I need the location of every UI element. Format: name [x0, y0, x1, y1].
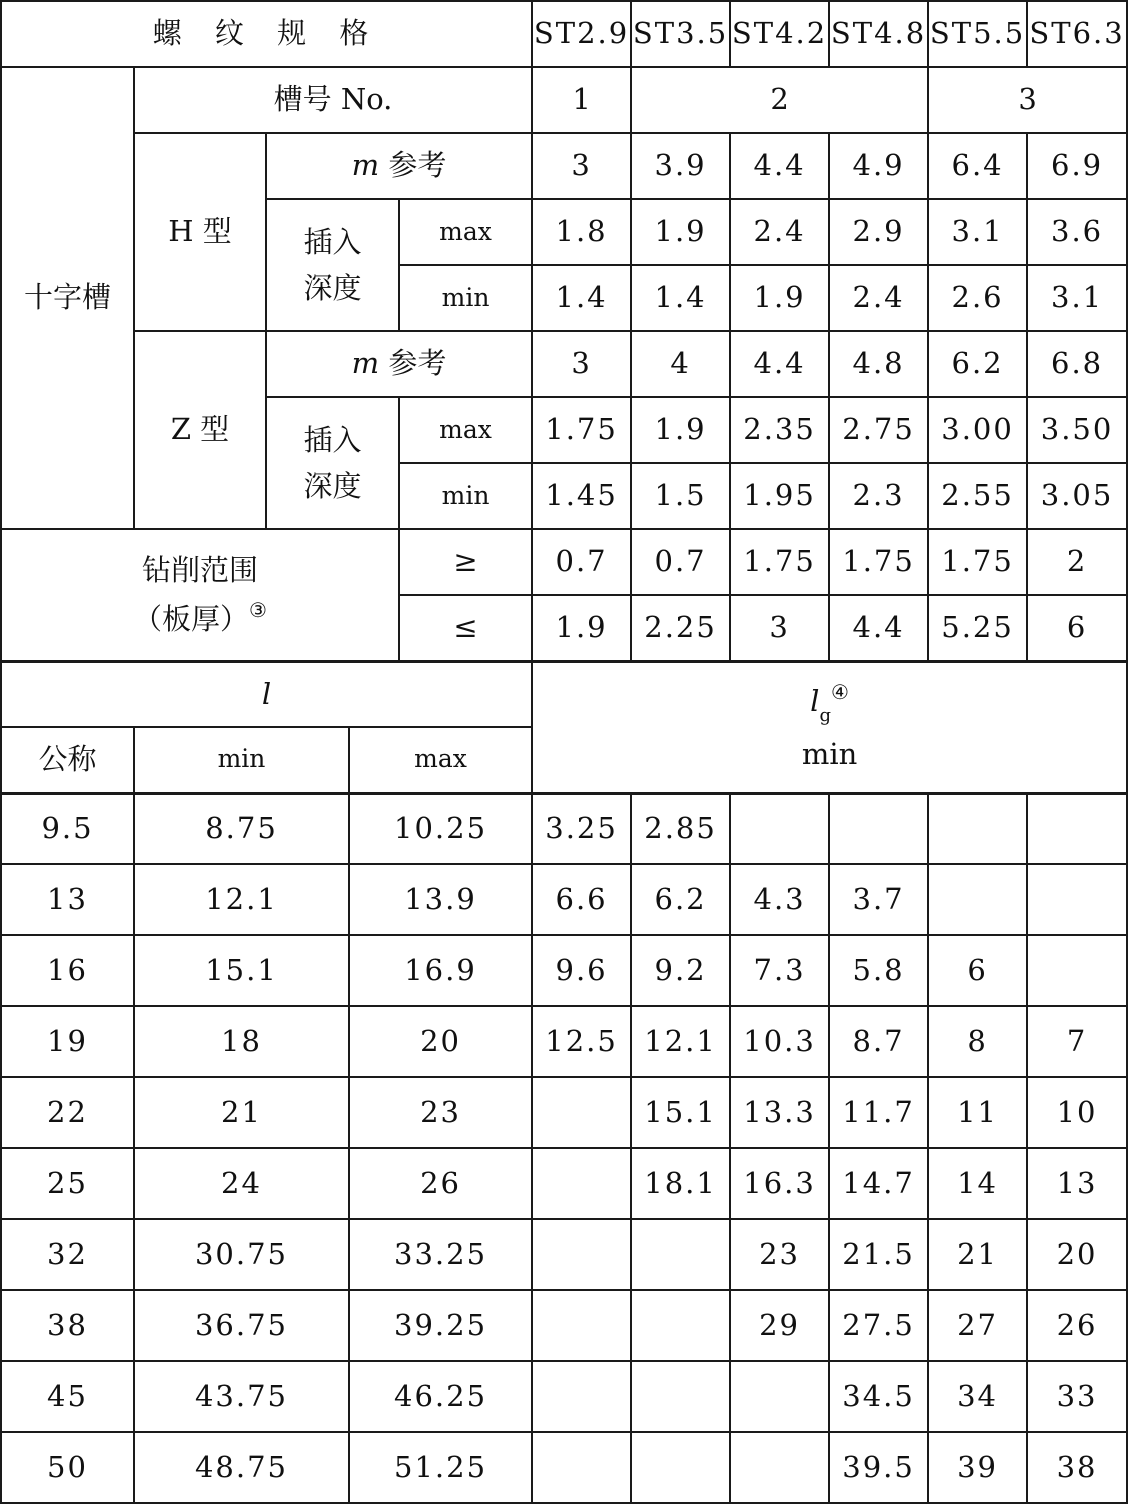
l-max-label: max [349, 727, 532, 793]
l-min: 21 [134, 1077, 349, 1148]
lg-value [532, 1077, 631, 1148]
h-min-value: 3.1 [1027, 265, 1127, 331]
lg-value: 26 [1027, 1290, 1127, 1361]
lg-value [631, 1432, 730, 1503]
slot-no-value: 2 [631, 67, 928, 133]
lg-value [730, 1432, 829, 1503]
h-type-label: H 型 [134, 133, 266, 331]
ref-label: 参考 [388, 346, 447, 381]
table-row [1, 1077, 1127, 1148]
lg-value: 14.7 [829, 1148, 928, 1219]
h-max-value: 3.1 [928, 199, 1027, 265]
footnote-4-mark: ④ [830, 680, 849, 705]
lg-value: 3.7 [829, 864, 928, 935]
lg-value [928, 793, 1027, 864]
spec-header: ST4.8 [829, 1, 928, 67]
z-min-value: 1.95 [730, 463, 829, 529]
lg-value: 39 [928, 1432, 1027, 1503]
lg-value: 12.5 [532, 1006, 631, 1077]
lg-value [631, 1219, 730, 1290]
ge-value: 1.75 [829, 529, 928, 595]
z-m-ref-value: 6.8 [1027, 331, 1127, 397]
z-max-value: 2.35 [730, 397, 829, 463]
lg-value [1027, 793, 1127, 864]
header-row [1, 1, 1127, 67]
l-min: 8.75 [134, 793, 349, 864]
ge-value: 1.75 [730, 529, 829, 595]
l-min: 15.1 [134, 935, 349, 1006]
l-nominal: 38 [1, 1290, 134, 1361]
table-row [1, 1219, 1127, 1290]
depth-label-2: 深度 [303, 469, 362, 503]
lg-value: 11 [928, 1077, 1027, 1148]
lg-value: 6.2 [631, 864, 730, 935]
lg-value: 9.6 [532, 935, 631, 1006]
h-max-value: 1.8 [532, 199, 631, 265]
h-m-ref-value: 4.9 [829, 133, 928, 199]
le-value: 6 [1027, 595, 1127, 661]
l-nominal: 16 [1, 935, 134, 1006]
table-row [1, 793, 1127, 864]
ge-value: 0.7 [532, 529, 631, 595]
ge-value: 1.75 [928, 529, 1027, 595]
lg-value: 12.1 [631, 1006, 730, 1077]
lg-value [532, 1361, 631, 1432]
h-m-ref-value: 6.9 [1027, 133, 1127, 199]
table-row [1, 1006, 1127, 1077]
z-m-ref-value: 4.8 [829, 331, 928, 397]
l-max: 10.25 [349, 793, 532, 864]
z-max-value: 3.50 [1027, 397, 1127, 463]
h-min-label: min [399, 265, 532, 331]
thread-spec-label: 螺 纹 规 格 [1, 1, 532, 67]
depth-label-1: 插入 [303, 422, 362, 457]
l-min: 12.1 [134, 864, 349, 935]
le-value: 5.25 [928, 595, 1027, 661]
footnote-3-mark: ③ [249, 597, 267, 622]
l-nominal: 25 [1, 1148, 134, 1219]
l-max: 16.9 [349, 935, 532, 1006]
lg-value: 20 [1027, 1219, 1127, 1290]
lg-value: 6.6 [532, 864, 631, 935]
lg-value [730, 1361, 829, 1432]
le-value: 2.25 [631, 595, 730, 661]
lg-value: 10.3 [730, 1006, 829, 1077]
length-header-row [1, 661, 1127, 727]
h-type-m-ref-row [1, 133, 1127, 199]
z-max-value: 2.75 [829, 397, 928, 463]
spec-header: ST2.9 [532, 1, 631, 67]
lg-value: 27.5 [829, 1290, 928, 1361]
lg-value: 11.7 [829, 1077, 928, 1148]
h-min-value: 1.4 [532, 265, 631, 331]
lg-value: 8 [928, 1006, 1027, 1077]
lg-value: 21 [928, 1219, 1027, 1290]
spec-header: ST6.3 [1027, 1, 1127, 67]
lg-header [532, 661, 1127, 793]
h-depth-label [266, 199, 399, 331]
l-min-label: min [134, 727, 349, 793]
le-label: ≤ [399, 595, 532, 661]
spec-header: ST5.5 [928, 1, 1027, 67]
lg-value: 6 [928, 935, 1027, 1006]
ge-label: ≥ [399, 529, 532, 595]
lg-value: 13.3 [730, 1077, 829, 1148]
h-m-ref-value: 4.4 [730, 133, 829, 199]
slot-no-row [1, 67, 1127, 133]
z-m-ref-value: 6.2 [928, 331, 1027, 397]
lg-symbol: l [810, 684, 820, 719]
lg-value: 27 [928, 1290, 1027, 1361]
h-max-value: 2.4 [730, 199, 829, 265]
l-max: 33.25 [349, 1219, 532, 1290]
lg-value: 5.8 [829, 935, 928, 1006]
ge-value: 2 [1027, 529, 1127, 595]
lg-value: 3.25 [532, 793, 631, 864]
lg-value: 34 [928, 1361, 1027, 1432]
z-m-ref-value: 4.4 [730, 331, 829, 397]
z-max-value: 1.9 [631, 397, 730, 463]
l-nominal: 50 [1, 1432, 134, 1503]
z-max-value: 1.75 [532, 397, 631, 463]
lg-value [532, 1290, 631, 1361]
l-max: 51.25 [349, 1432, 532, 1503]
lg-value: 23 [730, 1219, 829, 1290]
lg-value [1027, 935, 1127, 1006]
slot-no-label: 槽号 No. [134, 67, 532, 133]
lg-value: 15.1 [631, 1077, 730, 1148]
lg-min-label: min [801, 737, 858, 772]
drilling-range-label-1: 钻削范围 [141, 553, 258, 588]
lg-value: 9.2 [631, 935, 730, 1006]
lg-value [532, 1432, 631, 1503]
nominal-label: 公称 [1, 727, 134, 793]
lg-value: 13 [1027, 1148, 1127, 1219]
l-max: 26 [349, 1148, 532, 1219]
h-max-value: 3.6 [1027, 199, 1127, 265]
l-max: 13.9 [349, 864, 532, 935]
ref-label: 参考 [388, 148, 447, 183]
lg-value [1027, 864, 1127, 935]
l-nominal: 19 [1, 1006, 134, 1077]
h-max-value: 2.9 [829, 199, 928, 265]
lg-subscript: g [819, 705, 831, 727]
lg-value: 10 [1027, 1077, 1127, 1148]
z-min-value: 2.3 [829, 463, 928, 529]
lg-value: 39.5 [829, 1432, 928, 1503]
h-m-ref-value: 6.4 [928, 133, 1027, 199]
l-max: 39.25 [349, 1290, 532, 1361]
cross-slot-label: 十字槽 [1, 67, 134, 529]
slot-no-value: 3 [928, 67, 1127, 133]
drilling-range-label-2: （板厚） [133, 601, 250, 636]
z-max-value: 3.00 [928, 397, 1027, 463]
lg-value: 7.3 [730, 935, 829, 1006]
table-row [1, 1432, 1127, 1503]
h-min-value: 2.4 [829, 265, 928, 331]
l-nominal: 9.5 [1, 793, 134, 864]
l-min: 24 [134, 1148, 349, 1219]
h-m-ref-value: 3.9 [631, 133, 730, 199]
le-value: 4.4 [829, 595, 928, 661]
lg-value: 2.85 [631, 793, 730, 864]
drilling-range-ge-row [1, 529, 1127, 595]
z-type-m-ref-row [1, 331, 1127, 397]
lg-value: 8.7 [829, 1006, 928, 1077]
z-min-value: 1.45 [532, 463, 631, 529]
z-m-ref-value: 3 [532, 331, 631, 397]
lg-value [631, 1361, 730, 1432]
lg-value: 34.5 [829, 1361, 928, 1432]
le-value: 3 [730, 595, 829, 661]
l-min: 36.75 [134, 1290, 349, 1361]
l-max: 46.25 [349, 1361, 532, 1432]
lg-value [829, 793, 928, 864]
lg-value: 7 [1027, 1006, 1127, 1077]
lg-value: 33 [1027, 1361, 1127, 1432]
z-min-value: 2.55 [928, 463, 1027, 529]
l-nominal: 22 [1, 1077, 134, 1148]
lg-value [532, 1148, 631, 1219]
lg-value [928, 864, 1027, 935]
depth-label-2: 深度 [303, 271, 362, 305]
l-min: 30.75 [134, 1219, 349, 1290]
lg-value [631, 1290, 730, 1361]
z-m-ref-value: 4 [631, 331, 730, 397]
z-min-value: 1.5 [631, 463, 730, 529]
lg-value: 21.5 [829, 1219, 928, 1290]
l-max: 23 [349, 1077, 532, 1148]
table-row [1, 935, 1127, 1006]
table-row [1, 1361, 1127, 1432]
h-m-ref-value: 3 [532, 133, 631, 199]
table-row [1, 864, 1127, 935]
l-nominal: 13 [1, 864, 134, 935]
lg-value [730, 793, 829, 864]
l-symbol: l [1, 661, 532, 727]
h-min-value: 1.9 [730, 265, 829, 331]
lg-value: 29 [730, 1290, 829, 1361]
h-min-value: 1.4 [631, 265, 730, 331]
l-max: 20 [349, 1006, 532, 1077]
z-type-m-ref-label [266, 331, 532, 397]
lg-value [532, 1219, 631, 1290]
spec-header: ST3.5 [631, 1, 730, 67]
l-min: 43.75 [134, 1361, 349, 1432]
l-nominal: 45 [1, 1361, 134, 1432]
l-min: 18 [134, 1006, 349, 1077]
spec-header: ST4.2 [730, 1, 829, 67]
h-min-value: 2.6 [928, 265, 1027, 331]
m-symbol: m [351, 148, 380, 183]
l-min: 48.75 [134, 1432, 349, 1503]
table-row [1, 1290, 1127, 1361]
z-type-label: Z 型 [134, 331, 266, 529]
lg-value: 38 [1027, 1432, 1127, 1503]
h-max-value: 1.9 [631, 199, 730, 265]
lg-value: 16.3 [730, 1148, 829, 1219]
depth-label-1: 插入 [303, 224, 362, 259]
slot-no-value: 1 [532, 67, 631, 133]
h-max-label: max [399, 199, 532, 265]
z-min-value: 3.05 [1027, 463, 1127, 529]
h-type-m-ref-label [266, 133, 532, 199]
l-nominal: 32 [1, 1219, 134, 1290]
lg-value: 14 [928, 1148, 1027, 1219]
ge-value: 0.7 [631, 529, 730, 595]
z-depth-label [266, 397, 399, 529]
drilling-range-label [1, 529, 399, 661]
table-row [1, 1148, 1127, 1219]
z-min-label: min [399, 463, 532, 529]
lg-value: 18.1 [631, 1148, 730, 1219]
z-max-label: max [399, 397, 532, 463]
lg-value: 4.3 [730, 864, 829, 935]
m-symbol: m [351, 346, 380, 381]
le-value: 1.9 [532, 595, 631, 661]
